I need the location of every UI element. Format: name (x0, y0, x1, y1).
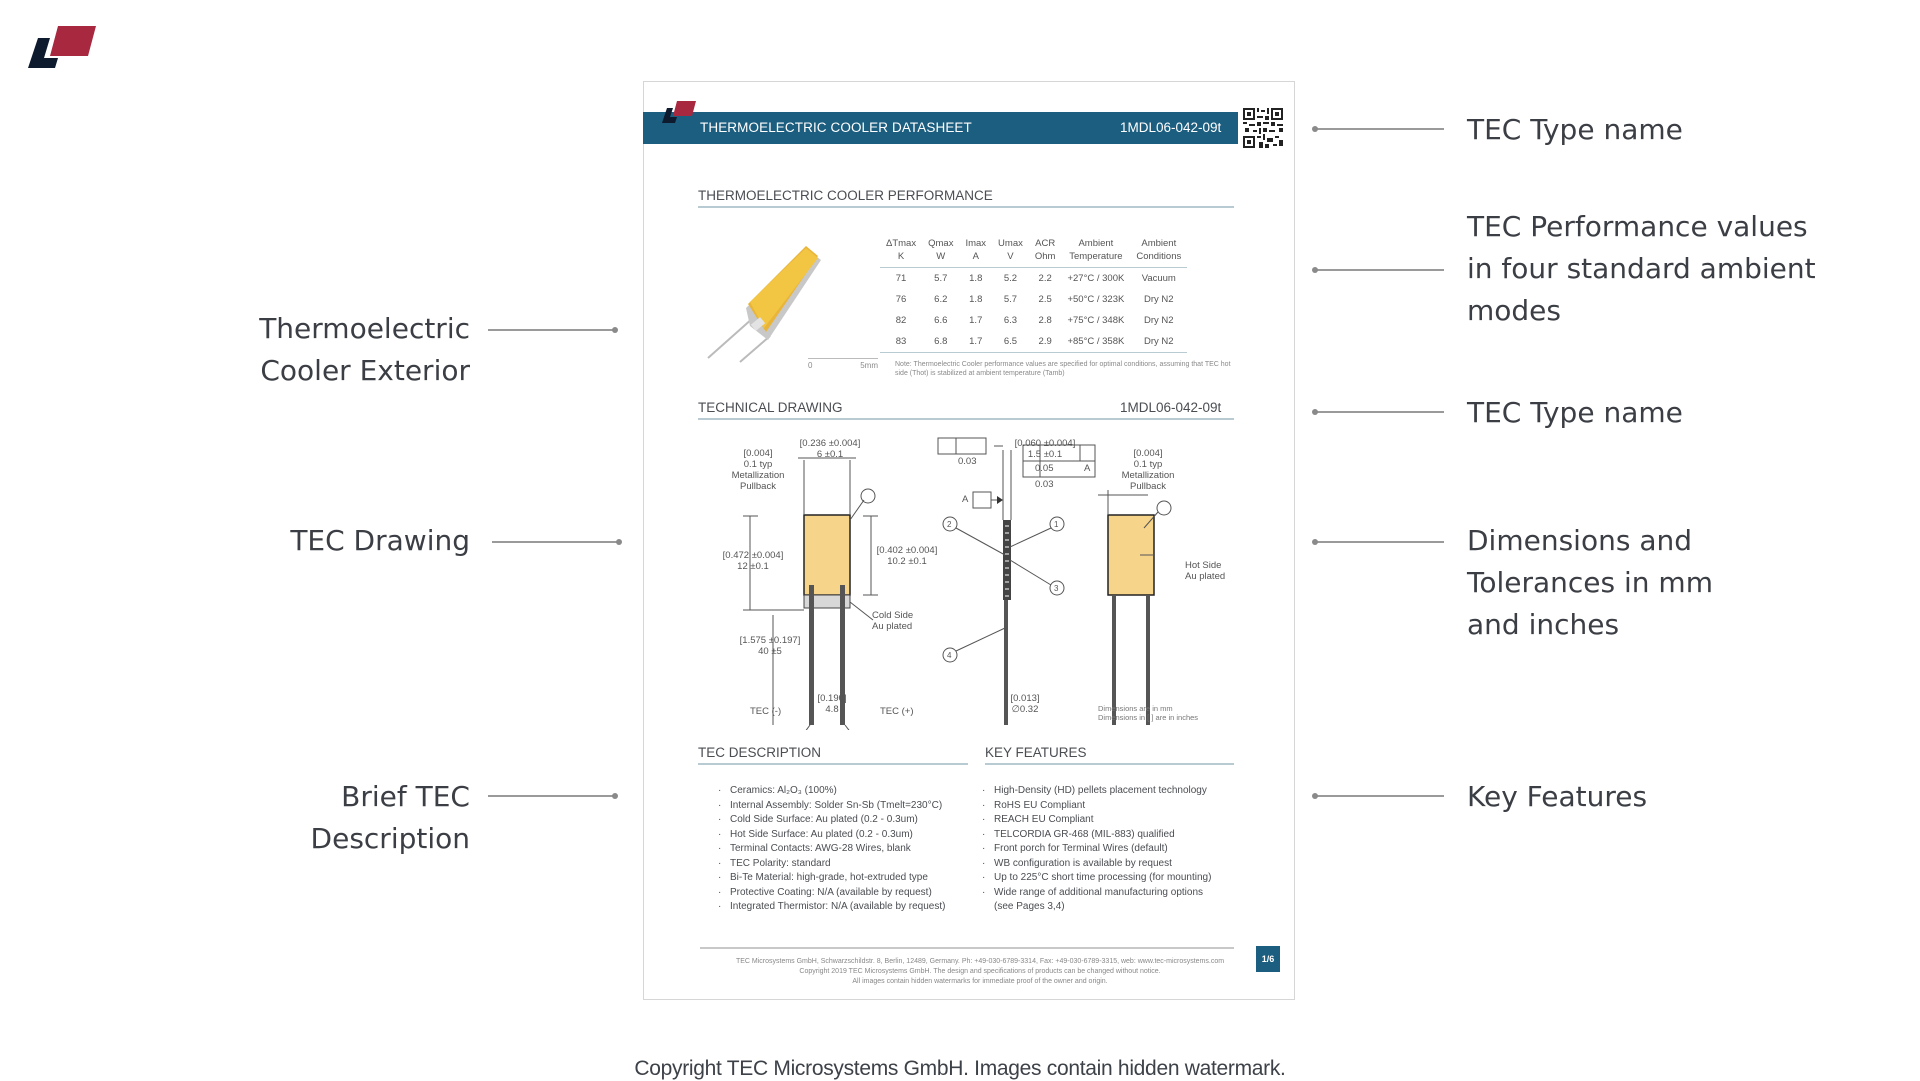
datum-label: A (962, 494, 969, 505)
callout-drawing: TEC Drawing (290, 524, 470, 557)
type-name-banner: 1MDL06-042-09t (1120, 120, 1222, 135)
leader-line (1314, 541, 1444, 543)
section-divider (985, 763, 1234, 765)
list-item: · Protective Coating: N/A (available by request) (716, 886, 945, 901)
list-item: · WB configuration is available by request (980, 857, 1211, 872)
table-row: 82 6.6 1.7 6.3 2.8 +75°C / 348K Dry N2 (895, 315, 1174, 326)
description-section-title: TEC DESCRIPTION (698, 745, 822, 760)
leader-line (488, 329, 616, 331)
datasheet-footer: TEC Microsystems GmbH, Schwarzschildstr. 8, Berlin, 12489, Germany. Ph: +49-030-6789-3314, Fax: +49-030-6789-3315, web: www.tec-microsystems.com Copyright 2019 TEC Microsystems GmbH. The design and specifications of products can be changed without notice. All images contain hidden watermarks for immediate proof of the owner and origin. (735, 958, 1225, 985)
leader-line (492, 541, 620, 543)
list-item: · TELCORDIA GR-468 (MIL-883) qualified (980, 828, 1211, 843)
col-header: Qmax W (922, 237, 959, 268)
list-item: · High-Density (HD) pellets placement technology (980, 784, 1211, 799)
inner-height-dimension: [0.402 ±0.004] 10.2 ±0.1 (876, 545, 938, 567)
callout-type-name-drawing: TEC Type name (1467, 396, 1683, 429)
leader-line (1314, 128, 1444, 130)
balloon-1: 1 (1054, 520, 1059, 529)
col-header: Imax A (959, 237, 992, 268)
list-item: · RoHS EU Compliant (980, 799, 1211, 814)
thickness-dimension: [0.060 ±0.004] 1.5 ±0.1 (1014, 438, 1076, 460)
tec-exterior-image (698, 240, 848, 365)
tec-minus-label: TEC (-) (750, 706, 782, 717)
width-dimension: [0.236 ±0.004] 6 ±0.1 (799, 438, 861, 460)
performance-table (880, 237, 1187, 353)
table-row: 71 5.7 1.8 5.2 2.2 +27°C / 300K Vacuum (895, 273, 1176, 284)
drawing-section-title: TECHNICAL DRAWING (698, 400, 843, 415)
balloon-3: 3 (1054, 584, 1059, 593)
performance-note: Note: Thermoelectric Cooler performance values are specified for optimal conditions, assuming that TEC hot side (Thot) is stabilized at ambient temperature (Tamb) (895, 361, 1231, 377)
list-item: · Hot Side Surface: Au plated (0.2 - 0.3um) (716, 828, 945, 843)
list-item: · Integrated Thermistor: N/A (available by request) (716, 900, 945, 915)
height-dimension: [0.472 ±0.004] 12 ±0.1 (722, 550, 784, 572)
pullback-left-label: [0.004] 0.1 typ Metallization Pullback (731, 448, 785, 492)
list-item: · Ceramics: Al₂O₃ (100%) (716, 784, 945, 799)
section-divider (698, 206, 1234, 208)
qr-code-icon (1243, 108, 1283, 148)
list-item: · Up to 225°C short time processing (for mounting) (980, 871, 1211, 886)
callout-dimensions: Dimensions and Tolerances in mm and inches (1467, 524, 1713, 641)
list-item: (see Pages 3,4) (994, 901, 1065, 912)
type-name-drawing: 1MDL06-042-09t (1120, 400, 1222, 415)
tec-plus-label: TEC (+) (880, 706, 914, 717)
col-header: Umax V (992, 237, 1029, 268)
list-item: · Terminal Contacts: AWG-28 Wires, blank (716, 842, 945, 857)
parallelism-datum: A (1084, 463, 1091, 474)
list-item: · Wide range of additional manufacturing options (980, 886, 1211, 901)
section-divider (698, 763, 968, 765)
datasheet-logo-icon (662, 100, 696, 124)
list-item: · Bi-Te Material: high-grade, hot-extruded type (716, 871, 945, 886)
footer-divider (700, 947, 1234, 949)
description-list (716, 784, 945, 915)
copyright-text: Copyright TEC Microsystems GmbH. Images contain hidden watermark. (634, 1057, 1286, 1080)
pullback-right-label: [0.004] 0.1 typ Metallization Pullback (1121, 448, 1175, 492)
tec-microsystems-logo-icon (28, 24, 96, 72)
col-header: ΔTmax K (880, 237, 922, 268)
col-header: Ambient Temperature (1061, 237, 1130, 268)
leader-line (488, 795, 616, 797)
page-number-badge: 1/6 (1256, 946, 1280, 972)
key-features-list (980, 784, 1211, 915)
leader-line (1314, 411, 1444, 413)
list-item: · Internal Assembly: Solder Sn-Sb (Tmelt=230°C) (716, 799, 945, 814)
list-item: · Cold Side Surface: Au plated (0.2 - 0.3um) (716, 813, 945, 828)
flatness-right-value: 0.03 (1035, 479, 1054, 490)
callout-description: Brief TEC Description (310, 780, 470, 855)
list-item: · Front porch for Terminal Wires (default) (980, 842, 1211, 857)
units-note: Dimensions are in mm Dimensions in [ ] are in inches (1098, 704, 1199, 722)
performance-section-title: THERMOELECTRIC COOLER PERFORMANCE (698, 188, 993, 203)
callout-type-name-top: TEC Type name (1467, 113, 1683, 146)
wire-diameter-dimension: [0.013] ∅0.32 (1010, 693, 1040, 715)
section-divider (698, 418, 1234, 420)
datasheet-title: THERMOELECTRIC COOLER DATASHEET (700, 120, 972, 135)
list-item: · TEC Polarity: standard (716, 857, 945, 872)
col-header: Ambient Conditions (1130, 237, 1187, 268)
hot-side-label: Hot Side Au plated (1185, 560, 1226, 582)
leader-line (1314, 795, 1444, 797)
balloon-4: 4 (947, 651, 952, 660)
scale-bar: 0 5mm (808, 350, 878, 370)
table-row: 76 6.2 1.8 5.7 2.5 +50°C / 323K Dry N2 (895, 294, 1174, 305)
callout-key-features: Key Features (1467, 780, 1648, 813)
leader-line (1314, 269, 1444, 271)
callout-performance: TEC Performance values in four standard ambient modes (1467, 210, 1816, 327)
balloon-2: 2 (947, 520, 952, 529)
cold-side-label: Cold Side Au plated (872, 610, 914, 632)
wire-pitch-dimension: [0.190] 4.8 (817, 693, 847, 715)
wire-length-dimension: [1.575 ±0.197] 40 ±5 (739, 635, 801, 657)
key-features-section-title: KEY FEATURES (985, 745, 1087, 760)
callout-exterior: Thermoelectric Cooler Exterior (259, 312, 470, 387)
parallelism-value: 0.05 (1035, 463, 1054, 474)
table-row: 83 6.8 1.7 6.5 2.9 +85°C / 358K Dry N2 (880, 331, 1187, 353)
list-item: · REACH EU Compliant (980, 813, 1211, 828)
flatness-left-value: 0.03 (958, 456, 977, 467)
col-header: ACR Ohm (1029, 237, 1062, 268)
